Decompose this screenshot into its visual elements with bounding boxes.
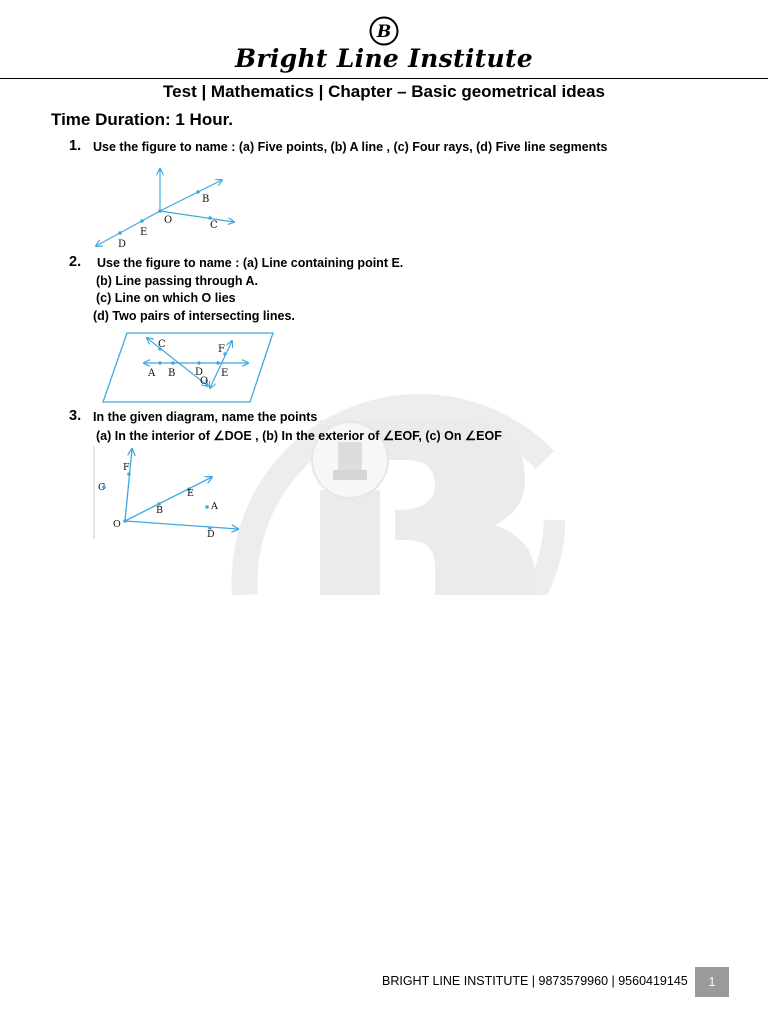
question-1-number: 1. <box>69 138 82 154</box>
header-divider <box>0 78 768 79</box>
point-label: C <box>210 220 218 231</box>
ray-od <box>125 521 238 529</box>
logo-letter: B <box>376 22 392 42</box>
point-label: D <box>118 239 127 250</box>
plane <box>103 333 273 402</box>
question-2-line-a: Use the figure to name : (a) Line containing point E. <box>97 256 404 270</box>
question-1-text: Use the figure to name : (a) Five points, (b) A line , (c) Four rays, (d) Five line segments <box>93 140 608 154</box>
question-3-figure <box>92 444 252 542</box>
point-label: D <box>207 529 215 540</box>
point-label: E <box>187 488 194 499</box>
question-3-number: 3. <box>69 408 82 424</box>
point-label: B <box>156 505 163 516</box>
point-label: B <box>202 194 210 205</box>
point-label: E <box>140 227 148 238</box>
point-label: C <box>98 482 106 493</box>
test-title: Test | Mathematics | Chapter – Basic geometrical ideas <box>163 82 605 101</box>
ray-od <box>96 211 160 246</box>
time-duration: Time Duration: 1 Hour. <box>51 110 233 129</box>
point-label: O <box>200 376 209 387</box>
question-1-figure <box>92 164 252 252</box>
question-3-line-a: In the given diagram, name the points <box>93 410 318 424</box>
point-label: O <box>164 215 173 226</box>
point-label: A <box>211 501 218 512</box>
point-label: F <box>123 462 130 473</box>
question-2-figure <box>100 330 280 406</box>
ray-oe <box>125 477 212 521</box>
question-3-line-b: (a) In the interior of ∠DOE , (b) In the exterior of ∠EOF, (c) On ∠EOF <box>96 429 502 443</box>
point-label: O <box>113 519 121 530</box>
point-label: C <box>158 339 166 350</box>
question-2-line-c: (c) Line on which O lies <box>96 291 236 305</box>
institute-name: Bright Line Institute <box>234 44 534 73</box>
ray-of <box>125 449 132 521</box>
point-label: B <box>168 368 176 379</box>
question-2-number: 2. <box>69 254 82 270</box>
footer-contact: BRIGHT LINE INSTITUTE | 9873579960 | 9560419145 <box>382 974 688 988</box>
institute-logo-icon <box>369 16 399 46</box>
point-label: D <box>195 367 204 378</box>
point-label: A <box>148 368 156 379</box>
point-label: E <box>221 368 229 379</box>
question-2-line-d: (d) Two pairs of intersecting lines. <box>93 309 295 323</box>
page-number: 1 <box>695 967 729 997</box>
ray-ob <box>160 180 222 211</box>
point-label: F <box>218 344 225 355</box>
question-2-line-b: (b) Line passing through A. <box>96 274 259 288</box>
